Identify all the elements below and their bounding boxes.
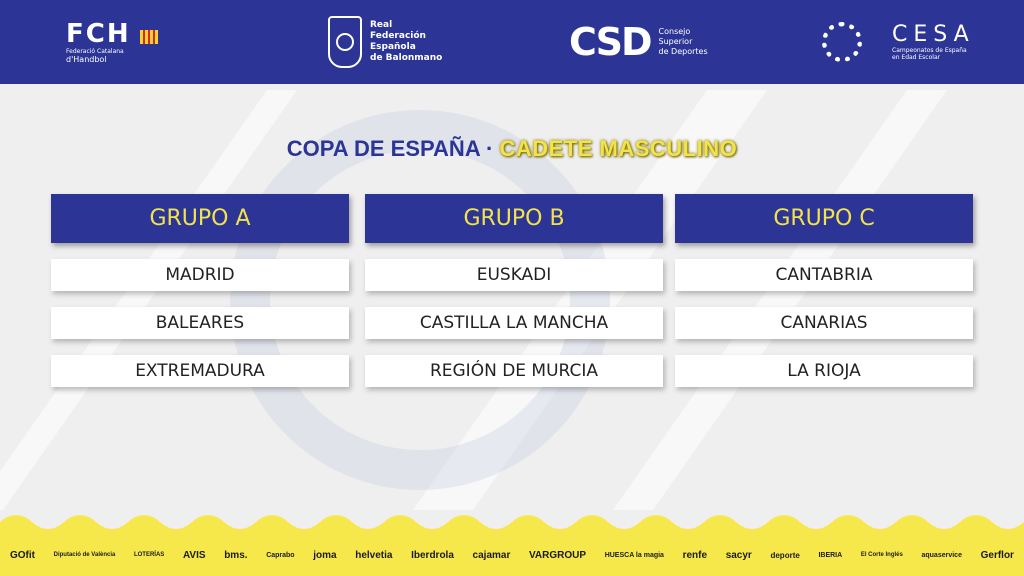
team-cell: CASTILLA LA MANCHA — [365, 307, 663, 339]
sponsor-logo: HUESCA la magia — [604, 551, 664, 559]
rfebm-line-3: Española — [370, 42, 416, 52]
sponsor-logo: sacyr — [725, 549, 752, 561]
rfebm-line-2: Federación — [370, 31, 426, 41]
fch-logo — [66, 0, 158, 84]
fch-sub: Federació Catalana — [66, 47, 124, 55]
group-a — [51, 194, 349, 387]
sponsor-logo: GOfit — [10, 549, 35, 561]
sponsor-logo: Iberdrola — [411, 549, 454, 561]
csd-line-2: Superior — [658, 37, 693, 46]
team-cell: CANTABRIA — [675, 259, 973, 291]
group-header: GRUPO A — [51, 194, 349, 243]
csd-logo — [569, 0, 708, 84]
sponsor-logo: Caprabo — [266, 551, 295, 559]
sponsor-logo: El Corte Inglés — [860, 552, 903, 558]
group-header: GRUPO B — [365, 194, 663, 243]
rfebm-logo — [328, 0, 442, 84]
team-cell: CANARIAS — [675, 307, 973, 339]
group-header: GRUPO C — [675, 194, 973, 243]
csd-line-1: Consejo — [658, 27, 691, 36]
group-b — [365, 194, 663, 387]
cesa-sub-2: en Edad Escolar — [892, 54, 941, 61]
team-cell: EUSKADI — [365, 259, 663, 291]
csd-mark: CSD — [569, 20, 651, 64]
group-c — [675, 194, 973, 387]
team-cell: LA RIOJA — [675, 355, 973, 387]
team-cell: REGIÓN DE MURCIA — [365, 355, 663, 387]
team-cell: BALEARES — [51, 307, 349, 339]
sponsor-logo: helvetia — [355, 549, 393, 561]
header-bar — [0, 0, 1024, 84]
catalan-flag-icon — [140, 30, 158, 44]
cesa-logo — [822, 0, 975, 84]
team-cell: MADRID — [51, 259, 349, 291]
sponsor-logo: joma — [313, 549, 337, 561]
sponsor-logo: aquaservice — [921, 551, 962, 559]
csd-line-3: de Deportes — [658, 47, 708, 56]
sponsor-logo: LOTERÍAS — [133, 552, 165, 558]
sponsor-logo: Diputació de València — [53, 552, 116, 558]
cesa-name: CESA — [892, 22, 975, 47]
sponsor-logo: renfe — [682, 549, 708, 561]
rfebm-line-4: de Balonmano — [370, 53, 443, 63]
sponsor-strip — [0, 538, 1024, 572]
fch-mark: FCH — [66, 18, 131, 49]
rfebm-line-1: Real — [370, 20, 393, 30]
shield-icon — [328, 16, 362, 68]
cesa-ring-icon — [822, 22, 862, 62]
fch-sub2: d'Handbol — [66, 54, 107, 64]
team-cell: EXTREMADURA — [51, 355, 349, 387]
sponsor-logo: deporte — [770, 550, 800, 560]
sponsor-logo: VARGROUP — [529, 549, 587, 561]
sponsor-logo: cajamar — [472, 549, 511, 561]
cesa-sub-1: Campeonatos de España — [892, 47, 967, 54]
sponsor-logo: bms. — [224, 549, 248, 561]
page-title — [0, 136, 1024, 162]
title-competition: COPA DE ESPAÑA · — [286, 136, 494, 161]
title-category: CADETE MASCULINO — [499, 136, 738, 161]
sponsor-logo: AVIS — [182, 549, 206, 561]
sponsor-logo: IBERIA — [818, 551, 843, 559]
sponsor-logo: Gerflor — [980, 549, 1014, 561]
